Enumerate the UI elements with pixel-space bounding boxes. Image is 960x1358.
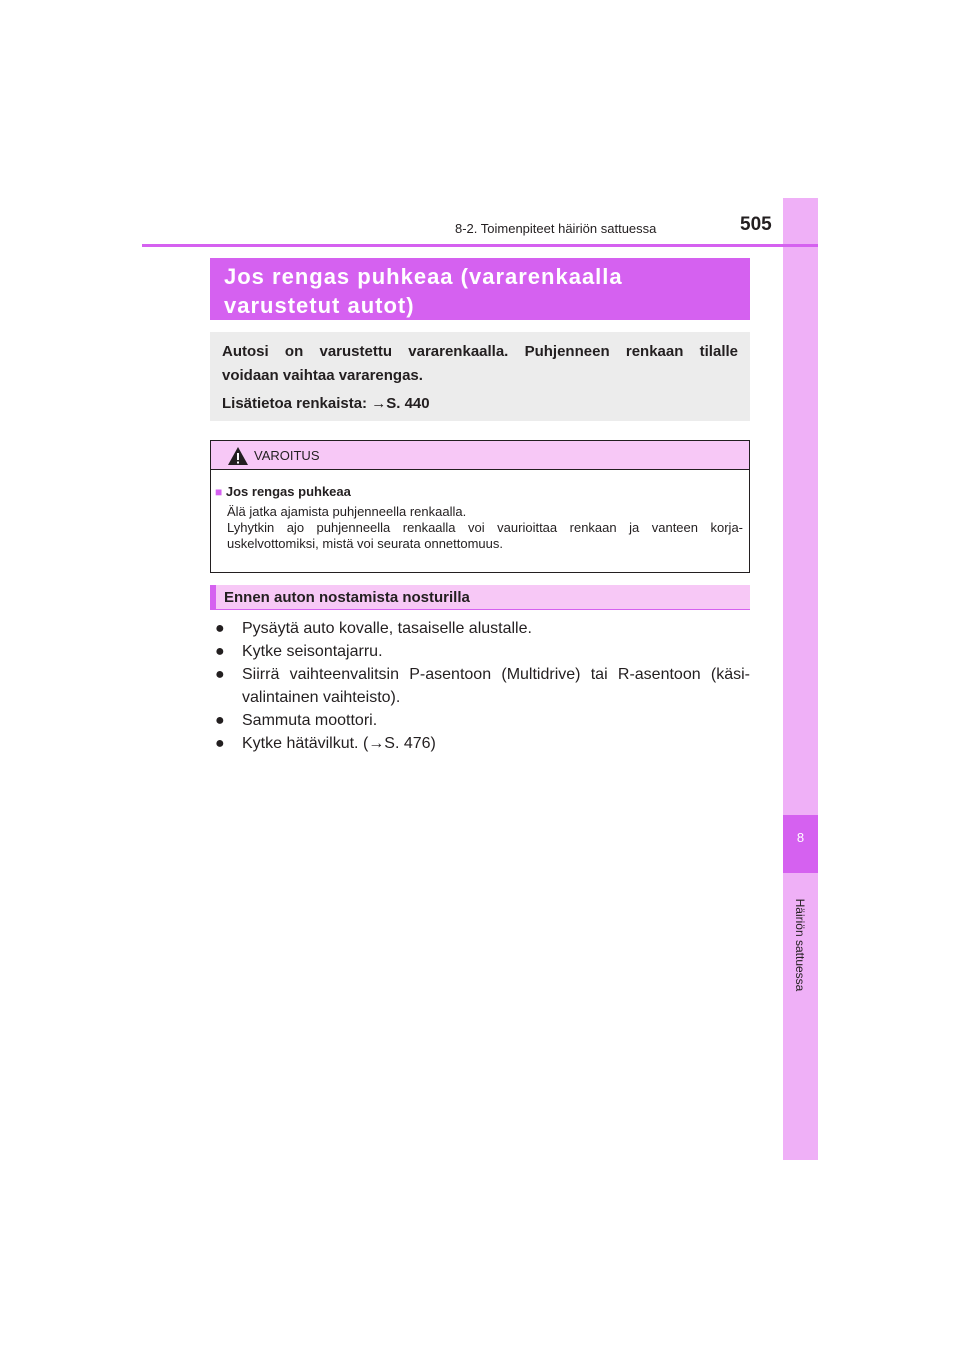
- header-rule: [142, 244, 818, 247]
- list-item: [210, 617, 750, 640]
- bullet-dot-icon: ●: [215, 712, 225, 729]
- subsection-title: Ennen auton nostamista nosturilla: [224, 589, 470, 606]
- warning-box: [210, 440, 750, 573]
- section-header: 8-2. Toimenpiteet häiriön sattuessa: [455, 221, 657, 236]
- list-item: [210, 709, 750, 732]
- warning-header: [211, 441, 749, 470]
- arrow-right-icon: →: [371, 395, 387, 412]
- square-bullet-icon: ■: [215, 485, 223, 499]
- bullet-dot-icon: ●: [215, 735, 225, 752]
- warning-subtitle: [215, 484, 351, 499]
- list-item: [210, 732, 750, 755]
- info-line3: [222, 395, 430, 412]
- bullet-text: Siirrä vaihteenvalitsin P-asentoon (Multidrive) tai R-asentoon (käsi-: [242, 666, 750, 683]
- section-title: [224, 262, 623, 320]
- list-item: [210, 640, 750, 663]
- info-page-ref[interactable]: S. 440: [386, 395, 430, 412]
- subsection-underline: [210, 609, 750, 610]
- info-line1: Autosi on varustettu vararenkaalla. Puhjenneen renkaan tilalle: [222, 343, 738, 360]
- arrow-right-icon: →: [368, 735, 385, 752]
- subsection-bar: [210, 585, 750, 610]
- warning-line1: Älä jatka ajamista puhjenneella renkaalla.: [227, 504, 467, 519]
- warning-line3: uskelvottomiksi, mistä voi seurata onnettomuus.: [227, 536, 504, 551]
- page-number: 505: [740, 214, 772, 235]
- section-title-bar: [210, 258, 750, 320]
- warning-title: VAROITUS: [254, 448, 320, 463]
- warning-triangle-icon: [227, 446, 249, 466]
- info-line2: voidaan vaihtaa vararengas.: [222, 367, 423, 384]
- info-line3-text: Lisätietoa renkaista:: [222, 395, 372, 412]
- info-box: [210, 332, 750, 421]
- bullet-text: Kytke seisontajarru.: [242, 643, 383, 660]
- bullet-text-cont: valintainen vaihteisto).: [242, 689, 401, 706]
- bullet-dot-icon: ●: [215, 666, 225, 683]
- section-title-line1: Jos rengas puhkeaa (vararenkaalla: [224, 264, 623, 289]
- list-item: [210, 663, 750, 709]
- bullet-text: Pysäytä auto kovalle, tasaiselle alustalle.: [242, 620, 532, 637]
- warning-body: [227, 504, 743, 552]
- section-title-line2: varustetut autot): [224, 293, 415, 318]
- chapter-side-tab: [783, 198, 818, 1160]
- bullet-list: [210, 617, 750, 755]
- subsection-accent: [210, 585, 216, 610]
- chapter-number: 8: [783, 815, 818, 873]
- chapter-label: Häiriön sattuessa: [793, 898, 807, 992]
- bullet-page-ref[interactable]: S. 476): [384, 735, 436, 752]
- bullet-text: Kytke hätävilkut. (: [242, 735, 369, 752]
- warning-line2: Lyhytkin ajo puhjenneella renkaalla voi vaurioittaa renkaan ja vanteen korja-: [227, 520, 743, 535]
- warning-subtitle-text: Jos rengas puhkeaa: [225, 484, 351, 499]
- bullet-dot-icon: ●: [215, 620, 225, 637]
- bullet-text: Sammuta moottori.: [242, 712, 378, 729]
- bullet-dot-icon: ●: [215, 643, 225, 660]
